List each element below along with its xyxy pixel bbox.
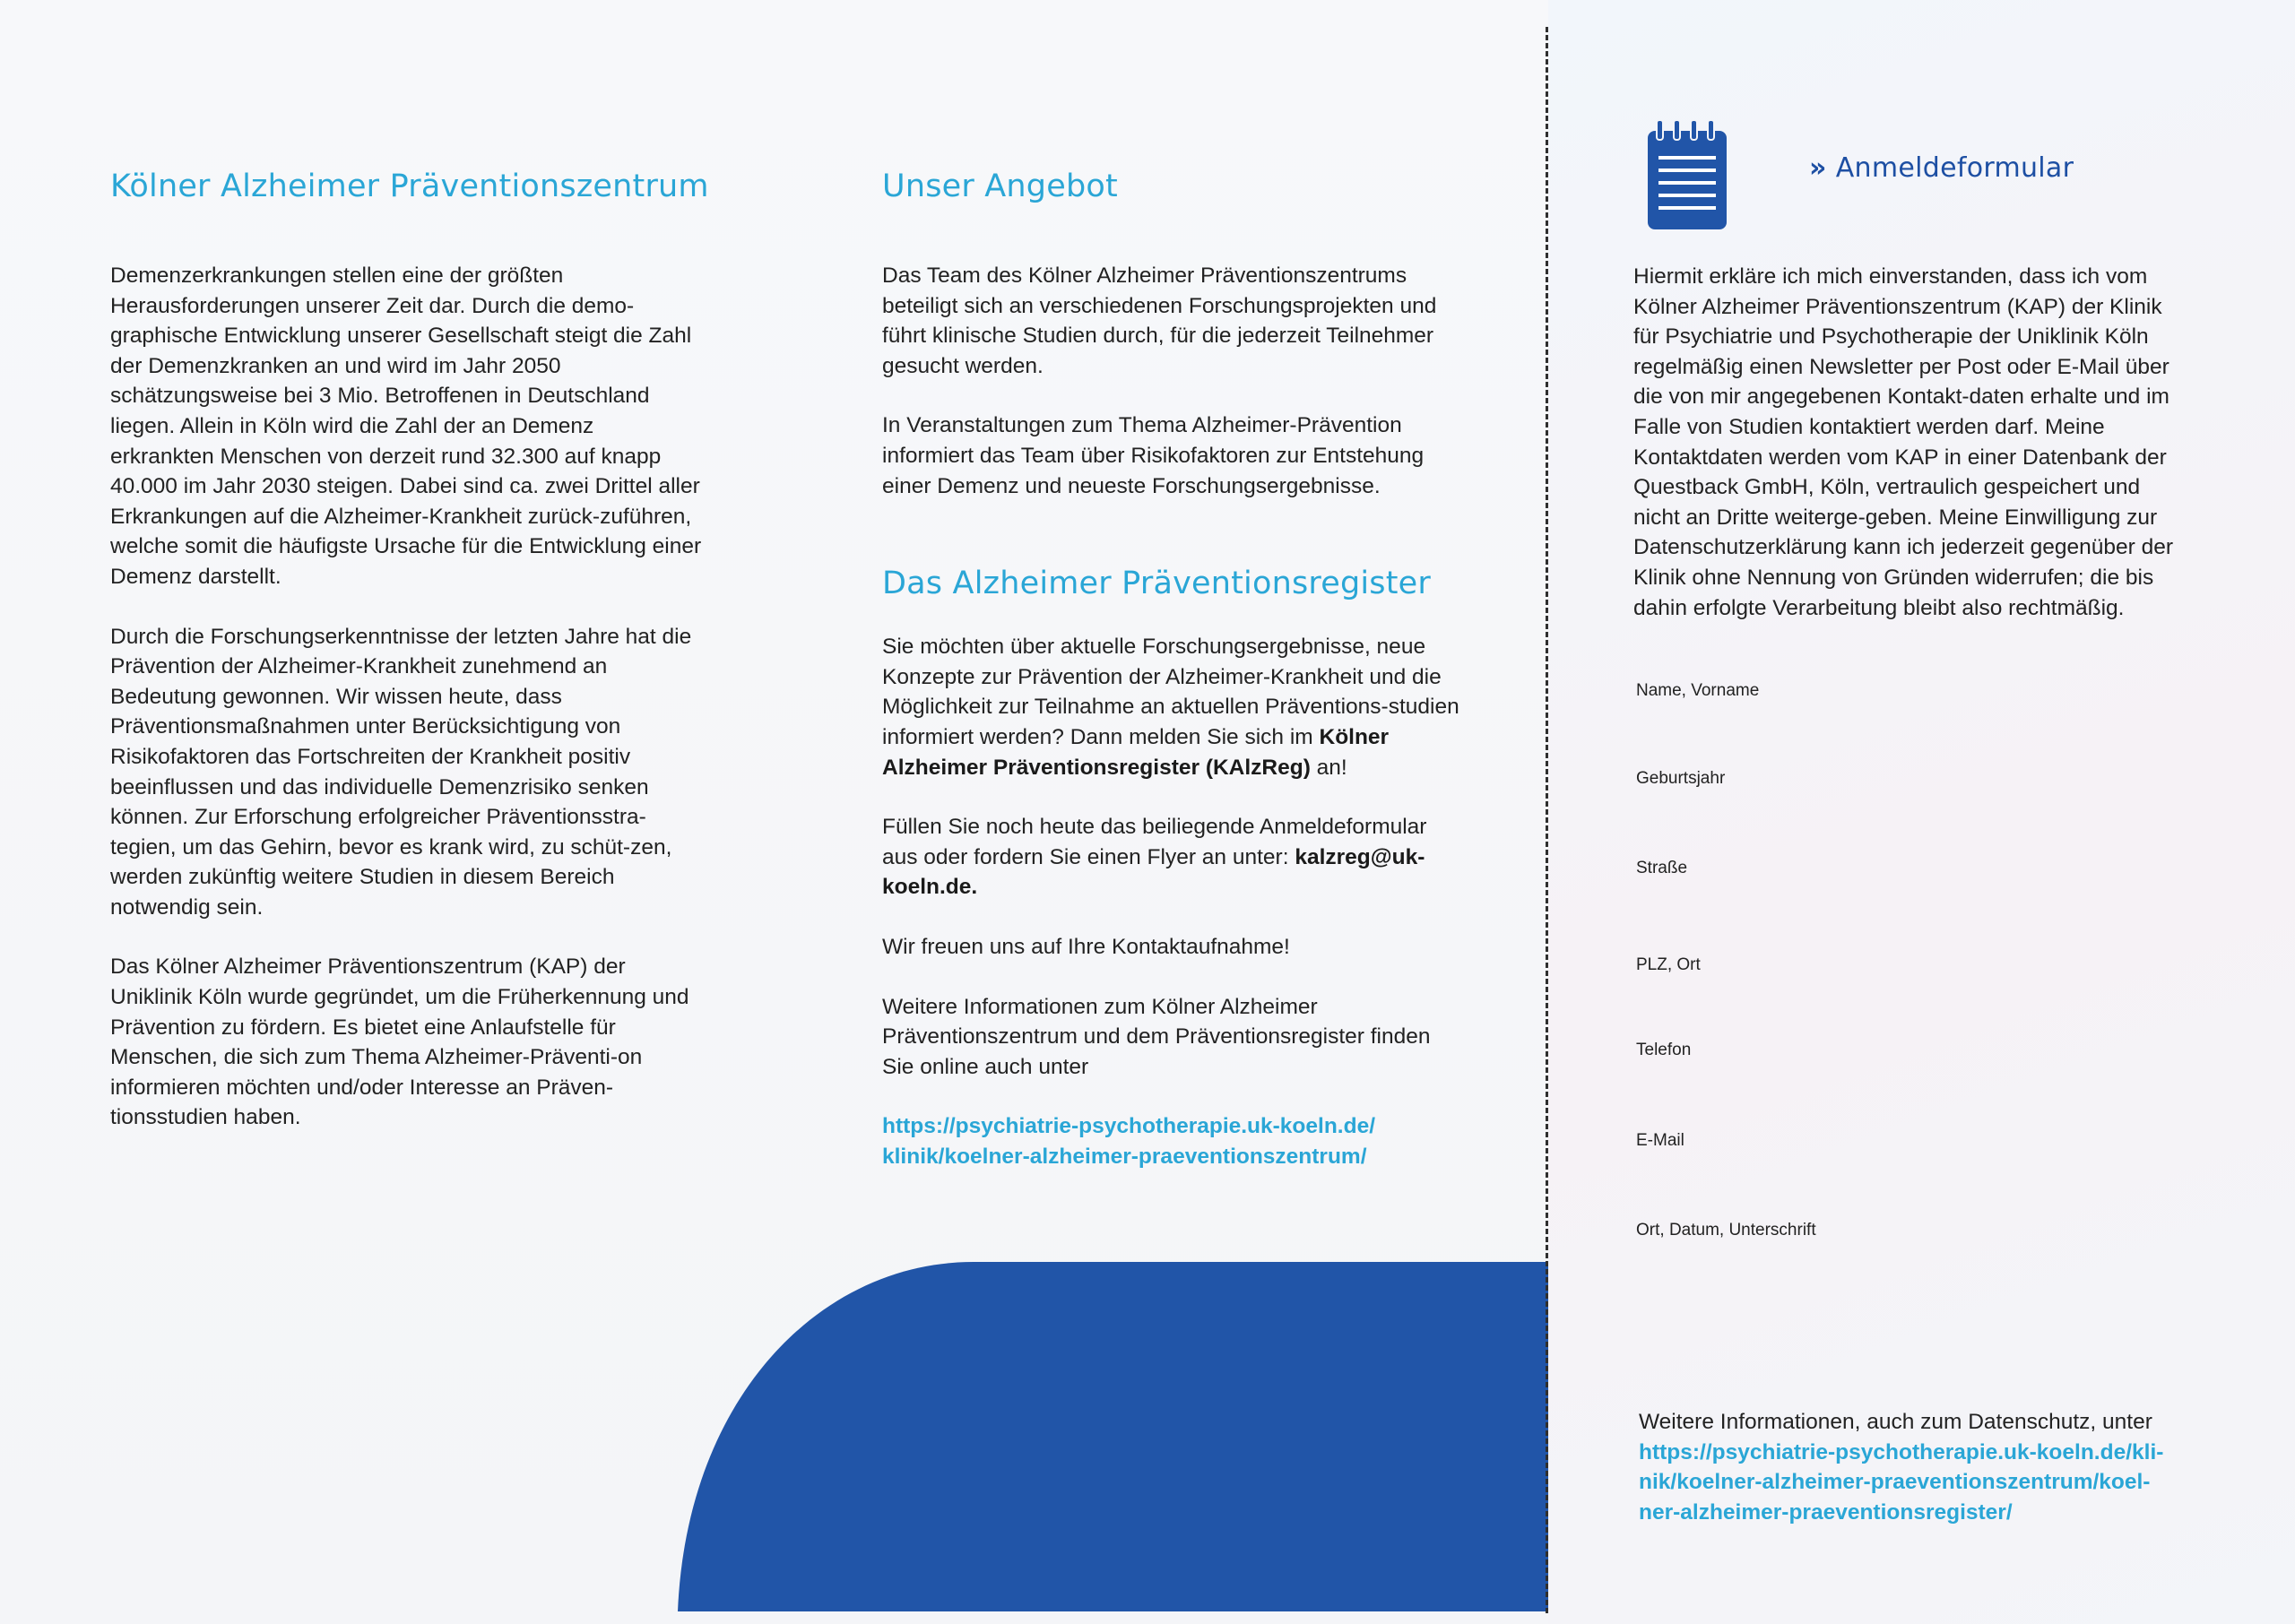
intro-paragraph: Demenzerkrankungen stellen eine der größten Herausforderungen unserer Zeit dar. Durch die demo-graphische Entwicklung unserer Gesellschaft steigt die Zahl der Demenzkranken an und wird im Jahr 2050 schätzungsweise bei 3 Mio. Betroffenen in Deutschland liegen. Allein in Köln wird die Zahl der an Demenz erkrankten Menschen von derzeit rund 32.300 auf knapp 40.000 im Jahr 2030 steigen. Dabei sind ca. zwei Drittel aller Erkrankungen auf die Alzheimer-Krankheit zurück-zuführen, welche somit die häufigste Ursache für die Entwicklung einer Demenz darstellt.	[110, 263, 702, 589]
offer-paragraph-events: In Veranstaltungen zum Thema Alzheimer-Prävention informiert das Team über Risikofaktoren zur Entstehung einer Demenz und neueste Forschungsergebnisse.	[882, 413, 1425, 498]
left-column	[110, 168, 709, 1133]
center-website-link-line2: klinik/koelner-alzheimer-praeventionszentrum/	[882, 1144, 1367, 1169]
fill-form-paragraph	[882, 812, 1465, 903]
consent-text: Hiermit erkläre ich mich einverstanden, dass ich vom Kölner Alzheimer Präventionszentrum (KAP) der Klinik für Psychiatrie und Psychotherapie der Uniklinik Köln regelmäßig einen Newsletter per Post oder E-Mail über die von mir angegebenen Kontakt-daten erhalte und im Falle von Studien kontaktiert werden darf. Meine Kontaktdaten werden vom KAP in einer Datenbank der Questback GmbH, Köln, vertraulich gespeichert und nicht an Dritte weiterge-geben. Meine Einwilligung zur Datenschutzerklärung kann ich jederzeit gegenüber der Klinik ohne Nennung von Gründen widerrufen; die bis dahin erfolgte Verarbeitung bleibt also rechtmäßig.	[1633, 264, 2173, 620]
center-website-link[interactable]	[882, 1111, 1465, 1171]
offer-paragraph-team: Das Team des Kölner Alzheimer Präventionszentrums beteiligt sich an verschiedenen Forschungsprojekten und führt klinische Studien durch, für die jederzeit Teilnehmer gesucht werden.	[882, 263, 1437, 378]
field-name-label[interactable]: Name, Vorname	[1636, 681, 1760, 700]
register-intro-text: Sie möchten über aktuelle Forschungsergebnisse, neue Konzepte zur Prävention der Alzheimer-Krankheit und die Möglichkeit zur Teilnahme an aktuellen Präventions-studien informiert werden? Dann melden Sie sich im	[882, 635, 1459, 749]
form-title-text: Anmeldeformular	[1835, 152, 2074, 184]
blue-decorative-shape	[678, 1262, 1548, 1611]
contact-paragraph: Wir freuen uns auf Ihre Kontaktaufnahme!	[882, 934, 1290, 959]
field-signature-label[interactable]: Ort, Datum, Unterschrift	[1636, 1221, 1816, 1240]
register-paragraph	[882, 632, 1465, 782]
more-info-paragraph: Weitere Informationen zum Kölner Alzheimer Präventionszentrum und dem Präventionsregister finden Sie online auch unter	[882, 994, 1431, 1079]
register-suffix: an!	[1310, 755, 1347, 780]
privacy-block	[1639, 1407, 2213, 1527]
consent-block	[1633, 262, 2186, 623]
middle-column	[882, 168, 1465, 1171]
offer-heading: Unser Angebot	[882, 168, 1118, 204]
research-paragraph: Durch die Forschungserkenntnisse der letzten Jahre hat die Prävention der Alzheimer-Krankheit zunehmend an Bedeutung gewonnen. Wir wissen heute, dass Präventionsmaßnahmen unter Berücksichtigung von Risikofaktoren das Fortschreiten der Krankheit positiv beeinflussen und das individuelle Demenzrisiko senken können. Zur Erforschung erfolgreicher Präventionsstra-tegien, um das Gehirn, bevor es krank wird, zu schüt-zen, werden zukünftig weitere Studien in diesem Bereich notwendig sein.	[110, 624, 692, 920]
form-title	[1809, 152, 2074, 184]
center-heading: Kölner Alzheimer Präventionszentrum	[110, 168, 709, 204]
field-birthyear-label[interactable]: Geburtsjahr	[1636, 769, 1726, 788]
fill-form-text: Füllen Sie noch heute das beiliegende Anmeldeformular aus oder fordern Sie einen Flyer an unter:	[882, 815, 1427, 869]
field-phone-label[interactable]: Telefon	[1636, 1041, 1692, 1059]
center-website-link-line1: https://psychiatrie-psychotherapie.uk-koeln.de/	[882, 1114, 1376, 1139]
field-zip-city-label[interactable]: PLZ, Ort	[1636, 955, 1701, 974]
contact-email-link[interactable]: kalzreg@uk-koeln.de.	[882, 844, 1425, 900]
form-panel-background	[1548, 0, 2295, 1624]
privacy-link-line2: nik/koelner-alzheimer-praeventionszentrum/koel-	[1639, 1470, 2151, 1495]
privacy-text: Weitere Informationen, auch zum Datenschutz, unter	[1639, 1410, 2152, 1434]
register-name: Kölner Alzheimer Präventionsregister (KAlzReg)	[882, 724, 1390, 780]
chevron-right-icon: »	[1809, 152, 1827, 184]
register-heading: Das Alzheimer Präventionsregister	[882, 566, 1431, 602]
notepad-icon	[1648, 120, 1727, 229]
privacy-link-line1: https://psychiatrie-psychotherapie.uk-koeln.de/kli-	[1639, 1439, 2164, 1464]
field-email-label[interactable]: E-Mail	[1636, 1131, 1684, 1150]
privacy-link-line3: ner-alzheimer-praeventionsregister/	[1639, 1499, 2013, 1525]
privacy-link[interactable]	[1639, 1438, 2213, 1528]
fold-cut-line	[1546, 27, 1548, 1613]
field-street-label[interactable]: Straße	[1636, 859, 1688, 877]
kap-paragraph: Das Kölner Alzheimer Präventionszentrum (KAP) der Uniklinik Köln wurde gegründet, um die Früherkennung und Prävention zu fördern. Es bietet eine Anlaufstelle für Menschen, die sich zum Thema Alzheimer-Präventi-on informieren möchten und/oder Interesse an Präven-tionsstudien haben.	[110, 955, 689, 1130]
